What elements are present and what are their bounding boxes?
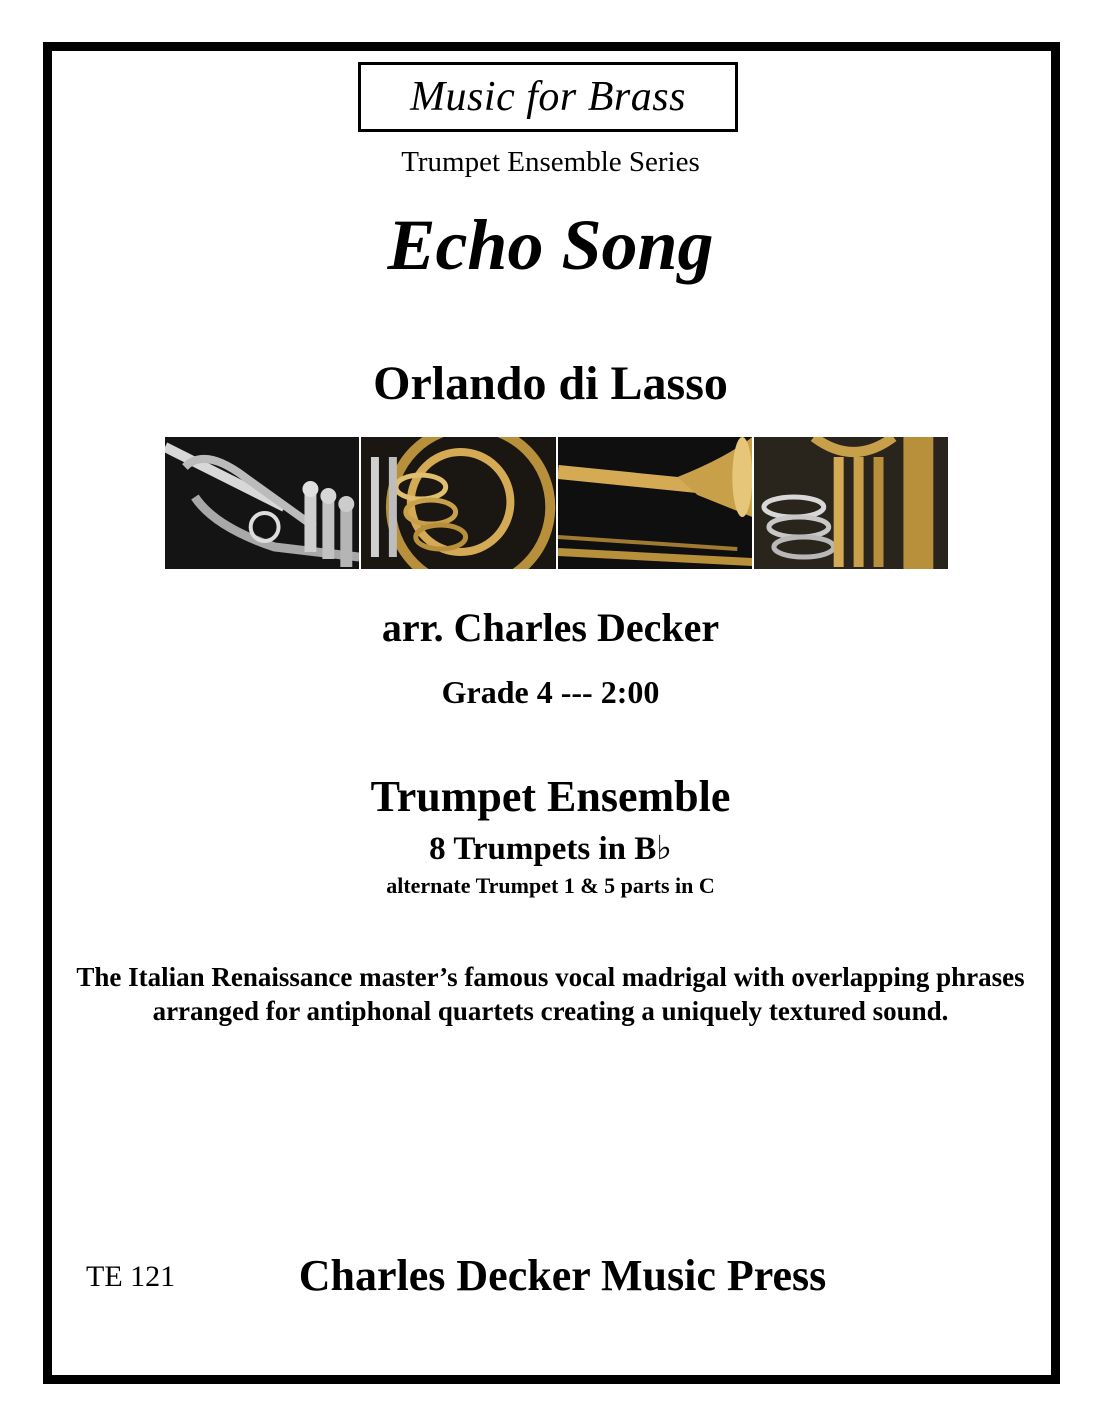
- french-horn-photo: [361, 437, 557, 569]
- arranger: arr. Charles Decker: [381, 605, 720, 650]
- instrument-photo-strip: [165, 437, 948, 569]
- description: The Italian Renaissance master’s famous vocal madrigal with overlapping phrases arranged for antiphonal quartets creating a uniquely textured sound.: [76, 962, 1025, 1026]
- grade-duration: Grade 4 --- 2:00: [441, 674, 660, 710]
- trumpet-photo: [165, 437, 361, 569]
- publisher-name: Charles Decker Music Press: [298, 1251, 827, 1300]
- ensemble-type: Trumpet Ensemble: [370, 772, 731, 821]
- instrumentation: 8 Trumpets in B♭: [429, 831, 672, 867]
- series-title: Music for Brass: [410, 74, 686, 120]
- piece-title: Echo Song: [387, 205, 714, 285]
- tuba-photo: [754, 437, 948, 569]
- trombone-photo: [558, 437, 754, 569]
- catalog-number: TE 121: [86, 1260, 176, 1293]
- alternate-parts: alternate Trumpet 1 & 5 parts in C: [386, 873, 715, 898]
- series-title-box: [358, 62, 738, 132]
- subseries-title: Trumpet Ensemble Series: [401, 146, 700, 178]
- composer-name: Orlando di Lasso: [373, 357, 728, 410]
